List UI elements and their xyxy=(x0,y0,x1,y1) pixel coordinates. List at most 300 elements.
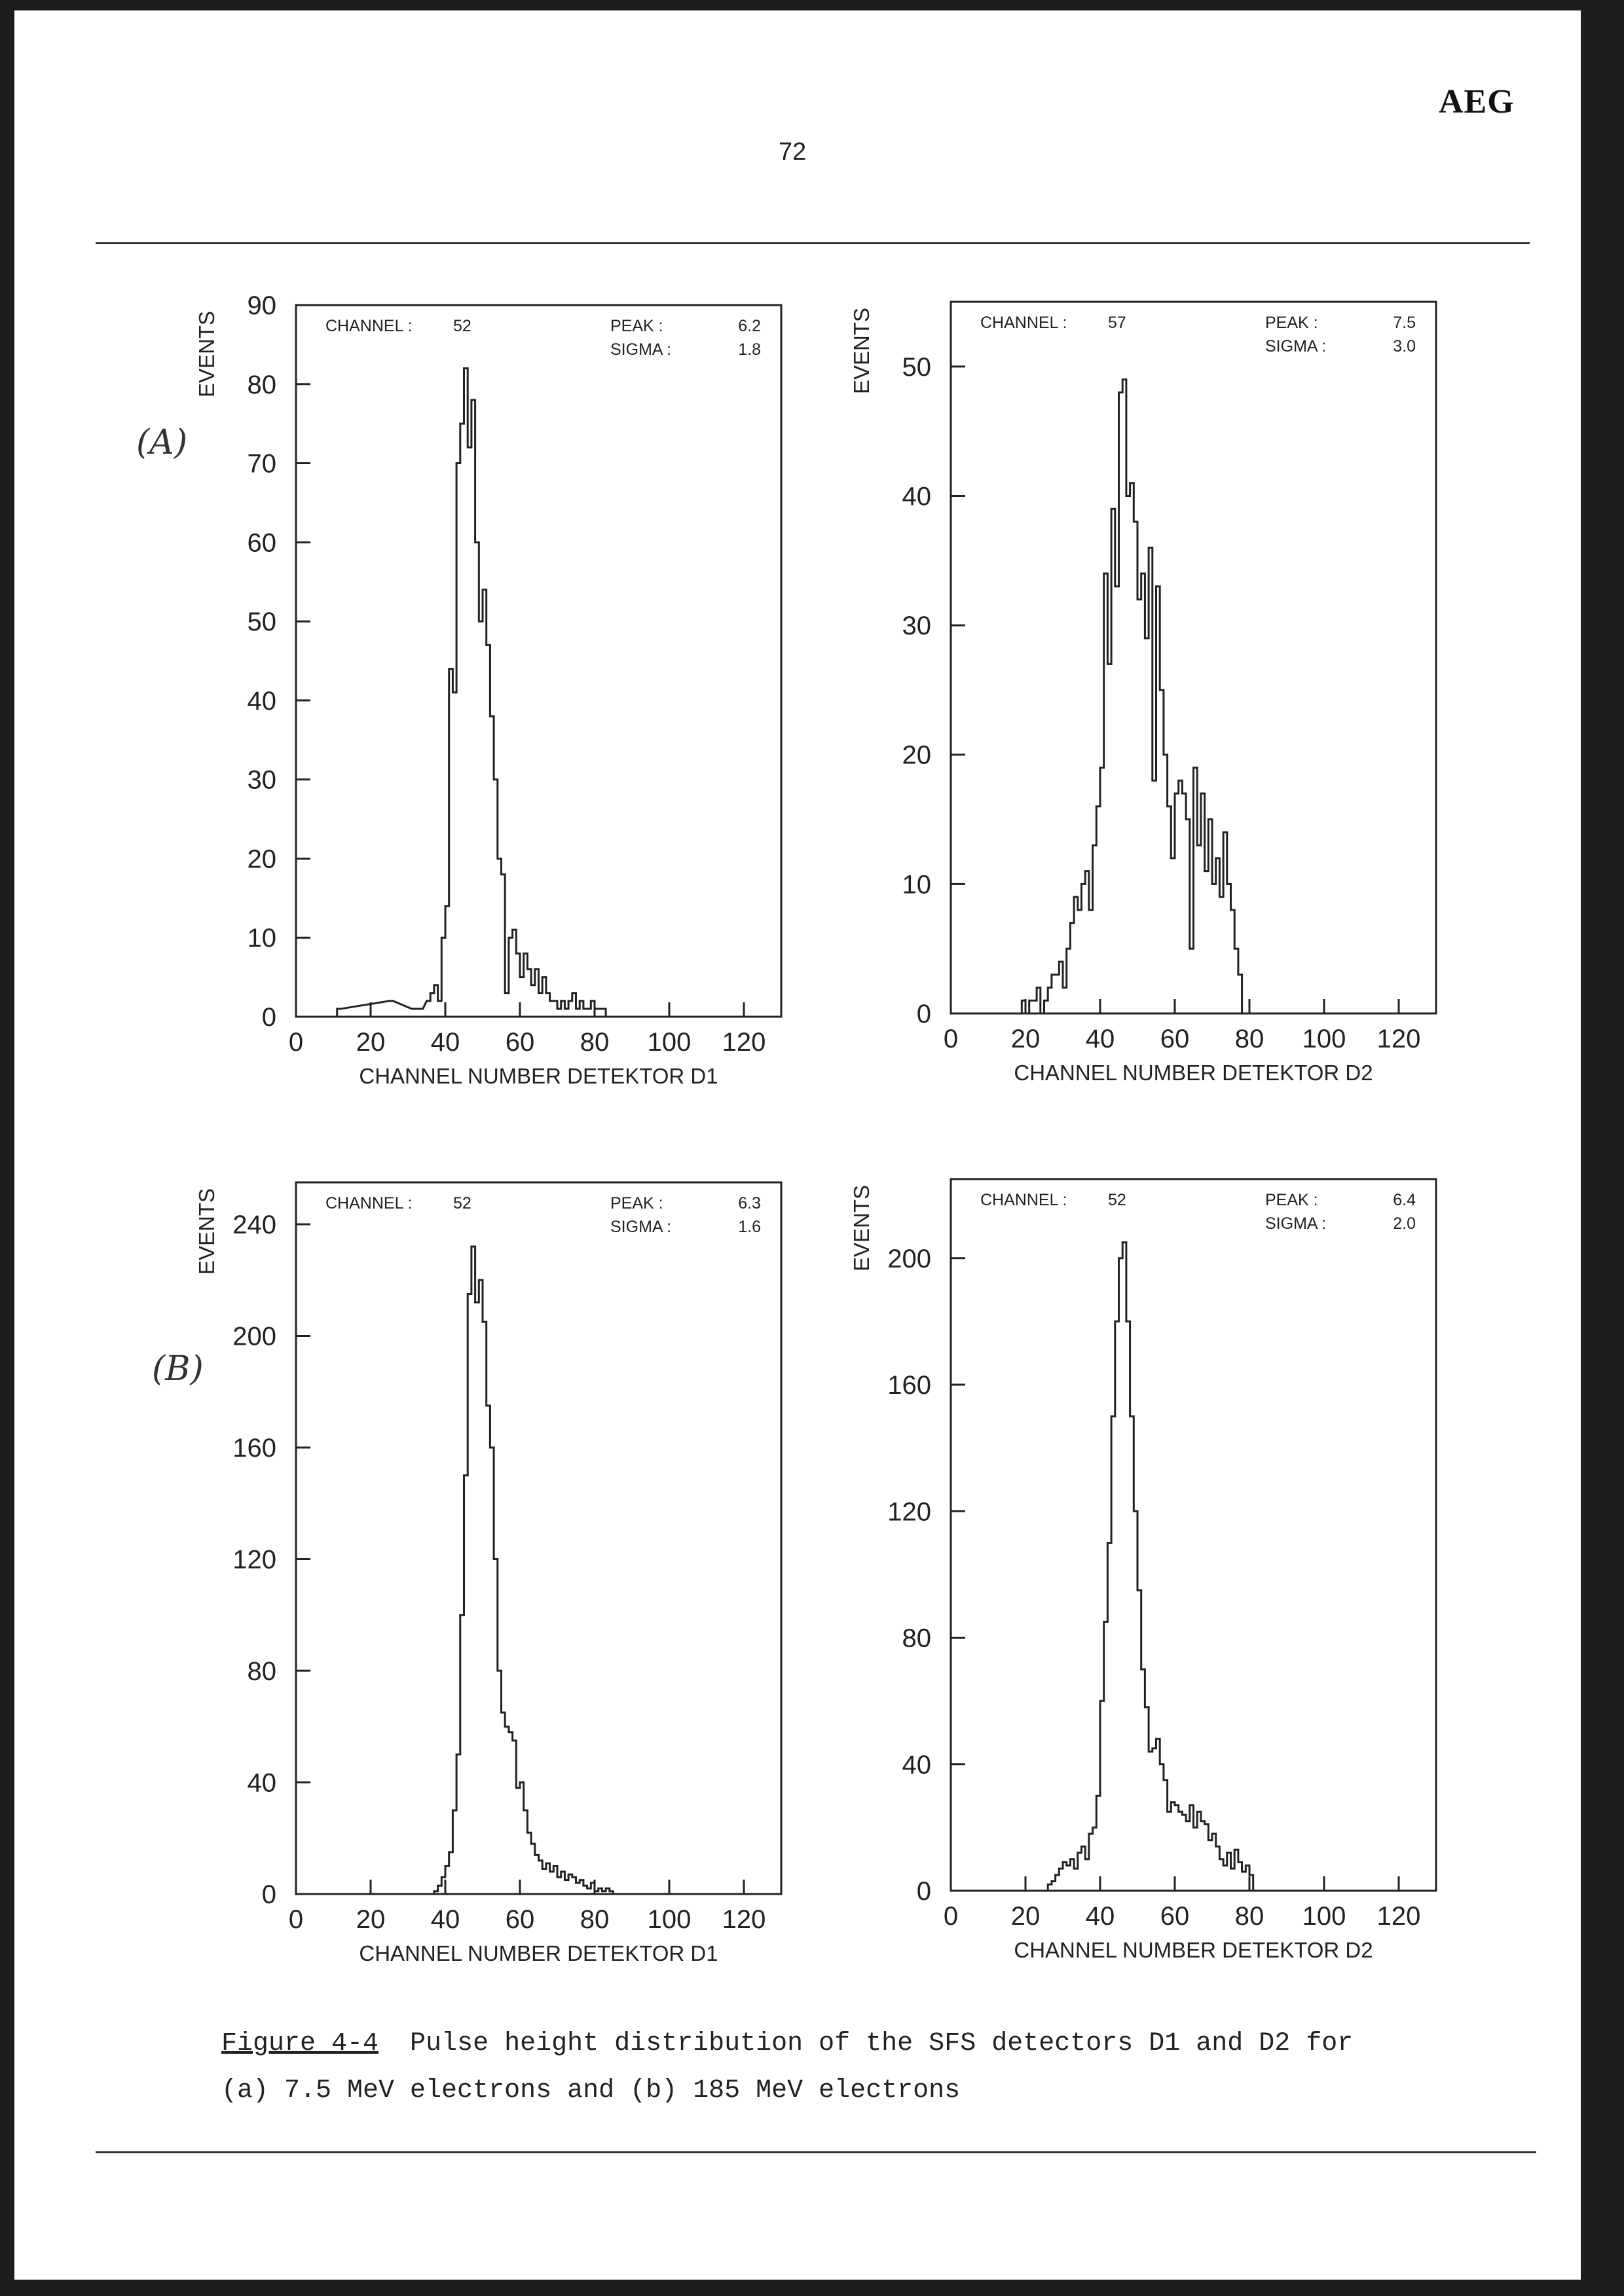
histogram-bin-a-d2 xyxy=(1223,832,1227,1013)
histogram-bin-b-d2 xyxy=(1126,1321,1130,1891)
histogram-bin-b-d2 xyxy=(1190,1806,1194,1891)
histogram-bin-a-d1 xyxy=(520,977,524,1017)
histogram-bin-b-d2 xyxy=(1205,1825,1209,1891)
histogram-bin-a-d2 xyxy=(1111,509,1115,1013)
x-tick-label-b-d1: 40 xyxy=(430,1905,460,1934)
histogram-bin-b-d1 xyxy=(505,1726,509,1894)
histogram-bin-b-d2 xyxy=(1149,1751,1153,1891)
histogram-bin-a-d2 xyxy=(1052,975,1056,1013)
y-axis-title-b-d1: EVENTS xyxy=(194,1188,219,1275)
stats-text-b-d1: 52 xyxy=(453,1194,471,1212)
histogram-bin-a-d1 xyxy=(527,970,531,1017)
histogram-bin-b-d1 xyxy=(599,1888,602,1894)
y-tick-label-b-d2: 120 xyxy=(887,1497,931,1527)
histogram-bin-a-d1 xyxy=(449,669,453,1017)
stats-text-b-d2: SIGMA : xyxy=(1265,1214,1327,1233)
histogram-bin-b-d1 xyxy=(591,1883,595,1894)
x-tick-label-a-d1: 20 xyxy=(356,1028,386,1057)
y-tick-label-a-d1: 30 xyxy=(247,765,276,795)
histogram-bin-b-d1 xyxy=(509,1732,513,1894)
histogram-bin-a-d2 xyxy=(1022,1000,1025,1013)
histogram-bin-b-d1 xyxy=(471,1247,475,1894)
histogram-bin-b-d2 xyxy=(1067,1865,1071,1891)
histogram-bin-b-d1 xyxy=(487,1406,490,1894)
histogram-bin-b-d1 xyxy=(464,1476,468,1894)
histogram-bin-b-d1 xyxy=(449,1852,453,1894)
histogram-bin-b-d2 xyxy=(1197,1812,1201,1891)
histogram-bin-a-d1 xyxy=(483,590,487,1017)
figure-label: Figure 4-4 xyxy=(221,2029,379,2058)
x-axis-title-a-d1: CHANNEL NUMBER DETEKTOR D1 xyxy=(359,1064,718,1088)
histogram-bin-a-d1 xyxy=(531,985,535,1017)
histogram-bin-a-d1 xyxy=(427,1001,431,1017)
histogram-bin-b-d1 xyxy=(460,1615,464,1894)
y-tick-label-b-d2: 160 xyxy=(887,1371,931,1400)
histogram-bin-b-d2 xyxy=(1063,1863,1067,1891)
histogram-bin-b-d1 xyxy=(520,1782,524,1894)
histogram-bin-b-d2 xyxy=(1107,1543,1111,1891)
stats-text-a-d2: SIGMA : xyxy=(1265,337,1327,355)
histogram-bin-a-d2 xyxy=(1063,987,1067,1013)
stats-text-a-d1: CHANNEL : xyxy=(325,317,413,335)
histogram-bin-a-d1 xyxy=(561,1001,565,1017)
y-axis-title-b-d2: EVENTS xyxy=(849,1184,874,1272)
x-tick-label-a-d1: 120 xyxy=(722,1028,766,1057)
histogram-bin-a-d2 xyxy=(1149,548,1153,1013)
histogram-bin-a-d2 xyxy=(1227,884,1231,1013)
histogram-bin-a-d1 xyxy=(535,970,539,1017)
histogram-bin-a-d1 xyxy=(460,424,464,1017)
histogram-bin-a-d1 xyxy=(599,1009,602,1017)
histogram-bin-a-d2 xyxy=(1168,807,1172,1013)
y-tick-label-a-d2: 10 xyxy=(902,870,931,900)
histogram-bin-b-d1 xyxy=(576,1883,580,1894)
histogram-bin-b-d1 xyxy=(479,1280,483,1894)
histogram-bin-b-d2 xyxy=(1194,1827,1198,1891)
histogram-bin-b-d2 xyxy=(1242,1872,1246,1891)
histogram-bin-a-d2 xyxy=(1216,858,1220,1013)
histogram-bin-b-d2 xyxy=(1145,1707,1149,1891)
histogram-bin-a-d1 xyxy=(464,369,468,1017)
histogram-series-b-d1 xyxy=(434,1247,617,1894)
y-tick-label-b-d1: 200 xyxy=(232,1322,276,1351)
histogram-bin-a-d1 xyxy=(576,1009,580,1017)
histogram-bin-a-d1 xyxy=(524,953,528,1017)
x-tick-label-a-d2: 100 xyxy=(1302,1025,1346,1053)
histogram-bin-a-d1 xyxy=(546,993,550,1017)
stats-text-b-d1: 1.6 xyxy=(738,1218,761,1236)
histogram-bin-b-d1 xyxy=(561,1872,565,1894)
x-tick-label-a-d1: 60 xyxy=(505,1028,535,1057)
histogram-bin-a-d1 xyxy=(441,938,445,1017)
histogram-bin-a-d2 xyxy=(1182,793,1186,1013)
histogram-bin-a-d2 xyxy=(1096,807,1100,1013)
x-tick-label-b-d1: 100 xyxy=(647,1905,692,1934)
histogram-bin-a-d1 xyxy=(475,542,479,1017)
y-tick-label-b-d1: 80 xyxy=(247,1656,276,1686)
y-tick-label-a-d1: 10 xyxy=(247,924,276,953)
histogram-bin-b-d1 xyxy=(456,1755,460,1894)
histogram-bin-a-d2 xyxy=(1082,884,1086,1013)
aeg-logo: AEG xyxy=(1439,83,1515,120)
histogram-bin-a-d1 xyxy=(452,693,456,1017)
histogram-bin-a-d1 xyxy=(550,1001,554,1017)
histogram-bin-b-d1 xyxy=(580,1880,583,1894)
histogram-bin-a-d2 xyxy=(1074,897,1078,1013)
histogram-bin-b-d2 xyxy=(1201,1821,1205,1891)
histogram-bin-b-d2 xyxy=(1134,1511,1137,1891)
histogram-bin-a-d1 xyxy=(479,621,483,1017)
stats-text-b-d1: 6.3 xyxy=(738,1194,761,1212)
histogram-bin-b-d2 xyxy=(1153,1749,1156,1891)
y-tick-label-b-d1: 120 xyxy=(232,1545,276,1575)
stats-text-a-d1: SIGMA : xyxy=(610,340,672,359)
histogram-bin-a-d2 xyxy=(1160,690,1164,1013)
histogram-bin-b-d2 xyxy=(1212,1834,1216,1891)
x-tick-label-a-d2: 40 xyxy=(1085,1025,1115,1053)
histogram-bin-b-d2 xyxy=(1137,1590,1141,1891)
histogram-bin-a-d1 xyxy=(572,993,576,1017)
histogram-bin-b-d2 xyxy=(1227,1853,1231,1891)
histogram-bin-b-d1 xyxy=(550,1872,554,1894)
histogram-bin-b-d2 xyxy=(1234,1850,1238,1891)
histogram-bin-b-d1 xyxy=(602,1891,606,1894)
histogram-bin-a-d2 xyxy=(1231,910,1235,1013)
histogram-bin-b-d2 xyxy=(1048,1884,1052,1891)
histogram-series-b-d2 xyxy=(1048,1243,1257,1891)
histogram-bin-b-d2 xyxy=(1186,1821,1190,1891)
x-tick-label-a-d1: 100 xyxy=(647,1028,692,1057)
histogram-bin-a-d2 xyxy=(1190,949,1194,1013)
histogram-bin-b-d2 xyxy=(1100,1701,1104,1891)
figure-caption xyxy=(221,2020,1353,2115)
histogram-bin-b-d2 xyxy=(1085,1859,1089,1891)
histogram-bin-a-d1 xyxy=(564,1009,568,1017)
histogram-bin-a-d2 xyxy=(1186,820,1190,1013)
stats-text-a-d2: CHANNEL : xyxy=(980,314,1067,332)
histogram-bin-a-d2 xyxy=(1056,975,1060,1013)
histogram-bin-b-d1 xyxy=(445,1866,449,1894)
histogram-bin-b-d2 xyxy=(1171,1802,1175,1891)
y-axis-title-a-d2: EVENTS xyxy=(849,307,874,395)
histogram-bin-b-d1 xyxy=(557,1877,561,1894)
x-tick-label-b-d1: 60 xyxy=(505,1905,535,1934)
x-tick-label-a-d1: 80 xyxy=(580,1028,610,1057)
histogram-bin-b-d2 xyxy=(1115,1321,1119,1891)
x-tick-label-a-d1: 0 xyxy=(288,1028,304,1057)
histogram-bin-a-d2 xyxy=(1156,587,1160,1013)
x-tick-label-a-d2: 120 xyxy=(1376,1025,1421,1053)
histogram-bin-a-d1 xyxy=(438,1001,442,1017)
histogram-bin-b-d2 xyxy=(1104,1622,1108,1891)
histogram-bin-a-d2 xyxy=(1201,793,1205,1013)
histogram-bin-a-d1 xyxy=(502,875,506,1017)
histogram-bin-b-d2 xyxy=(1093,1827,1097,1891)
x-tick-label-a-d2: 0 xyxy=(943,1025,959,1053)
histogram-bin-a-d1 xyxy=(434,985,438,1017)
histogram-bin-a-d2 xyxy=(1205,871,1209,1013)
stats-text-b-d2: PEAK : xyxy=(1265,1191,1318,1209)
histogram-bin-b-d1 xyxy=(502,1713,506,1894)
histogram-bin-a-d2 xyxy=(1122,380,1126,1013)
histogram-bin-b-d1 xyxy=(572,1877,576,1894)
histogram-bin-b-d1 xyxy=(606,1888,610,1894)
histogram-bin-b-d1 xyxy=(483,1322,487,1894)
histogram-bin-a-d2 xyxy=(1078,910,1082,1013)
histogram-bin-b-d1 xyxy=(568,1874,572,1894)
histogram-bin-a-d1 xyxy=(494,780,498,1017)
histogram-bin-a-d2 xyxy=(1164,755,1168,1013)
histogram-bin-a-d1 xyxy=(602,1009,606,1017)
histogram-bin-b-d2 xyxy=(1168,1812,1172,1891)
stats-text-a-d2: 7.5 xyxy=(1393,314,1416,332)
x-tick-label-a-d2: 80 xyxy=(1234,1025,1264,1053)
histogram-bin-a-d1 xyxy=(468,447,471,1017)
histogram-bin-b-d1 xyxy=(516,1788,520,1894)
histogram-bin-a-d1 xyxy=(456,464,460,1017)
plot-frame-a-d2 xyxy=(951,302,1436,1013)
histogram-bin-b-d2 xyxy=(1164,1780,1168,1891)
x-tick-label-b-d2: 80 xyxy=(1234,1902,1264,1931)
x-axis-title-b-d2: CHANNEL NUMBER DETEKTOR D2 xyxy=(1014,1938,1373,1962)
histogram-bin-a-d2 xyxy=(1134,522,1137,1013)
histogram-bin-a-d2 xyxy=(1171,858,1175,1013)
histogram-bin-a-d1 xyxy=(595,1009,599,1017)
x-tick-label-b-d2: 100 xyxy=(1302,1902,1346,1931)
x-tick-label-b-d1: 0 xyxy=(288,1905,304,1934)
histogram-series-a-d1 xyxy=(337,369,610,1017)
stats-text-b-d2: 2.0 xyxy=(1393,1214,1416,1233)
histogram-bin-b-d2 xyxy=(1070,1859,1074,1891)
histogram-bin-b-d2 xyxy=(1056,1875,1060,1891)
y-tick-label-a-d1: 90 xyxy=(247,291,276,320)
histogram-bin-a-d2 xyxy=(1238,975,1242,1013)
histogram-series-a-d2 xyxy=(1022,380,1264,1013)
histogram-bin-b-d2 xyxy=(1059,1868,1063,1891)
histogram-bin-a-d2 xyxy=(1093,845,1097,1013)
histogram-bin-a-d1 xyxy=(568,1001,572,1017)
histogram-bin-a-d2 xyxy=(1219,897,1223,1013)
histogram-bin-a-d1 xyxy=(505,993,509,1017)
stats-text-a-d1: PEAK : xyxy=(610,317,663,335)
histogram-bin-a-d2 xyxy=(1208,820,1212,1013)
histogram-bin-b-d2 xyxy=(1089,1834,1093,1891)
y-tick-label-a-d1: 80 xyxy=(247,370,276,399)
histogram-bin-b-d2 xyxy=(1096,1796,1100,1891)
y-tick-label-a-d1: 50 xyxy=(247,608,276,637)
histogram-bin-a-d1 xyxy=(516,953,520,1017)
histogram-bin-a-d2 xyxy=(1145,638,1149,1013)
histogram-bin-a-d1 xyxy=(390,1001,394,1017)
histogram-bin-b-d1 xyxy=(524,1810,528,1894)
histogram-bin-b-d1 xyxy=(468,1294,471,1894)
histogram-bin-b-d1 xyxy=(475,1302,479,1894)
caption-line-2: (a) 7.5 MeV electrons and (b) 185 MeV electrons xyxy=(221,2076,961,2105)
y-tick-label-a-d2: 30 xyxy=(902,611,931,641)
histogram-bin-b-d2 xyxy=(1074,1868,1078,1891)
plot-frame-a-d1 xyxy=(296,305,781,1017)
histogram-bin-a-d2 xyxy=(1126,496,1130,1013)
y-tick-label-b-d2: 80 xyxy=(902,1624,931,1653)
histogram-bin-b-d2 xyxy=(1175,1806,1179,1891)
histogram-bin-b-d1 xyxy=(498,1671,502,1894)
row-label-b: (B) xyxy=(152,1349,204,1389)
stats-text-a-d2: 3.0 xyxy=(1393,337,1416,355)
histogram-bin-a-d2 xyxy=(1153,780,1156,1013)
x-tick-label-a-d1: 40 xyxy=(430,1028,460,1057)
y-tick-label-a-d2: 50 xyxy=(902,352,931,382)
histogram-bin-b-d2 xyxy=(1111,1416,1115,1891)
histogram-bin-b-d1 xyxy=(527,1832,531,1894)
x-tick-label-b-d2: 120 xyxy=(1376,1902,1421,1931)
histogram-a-d1 xyxy=(14,10,1581,2280)
top-rule xyxy=(96,242,1530,244)
stats-text-b-d2: 52 xyxy=(1108,1191,1126,1209)
y-tick-label-a-d1: 20 xyxy=(247,845,276,874)
histogram-bin-b-d2 xyxy=(1246,1865,1249,1891)
histogram-bin-b-d2 xyxy=(1219,1859,1223,1891)
y-tick-label-a-d1: 40 xyxy=(247,686,276,716)
histogram-bin-a-d2 xyxy=(1119,392,1123,1013)
y-tick-label-a-d2: 40 xyxy=(902,482,931,511)
histogram-bin-b-d1 xyxy=(564,1880,568,1894)
histogram-bin-b-d2 xyxy=(1238,1863,1242,1891)
histogram-bin-a-d1 xyxy=(430,993,434,1017)
stats-text-a-d2: PEAK : xyxy=(1265,314,1318,332)
y-tick-label-a-d1: 0 xyxy=(261,1003,276,1032)
histogram-bin-a-d2 xyxy=(1175,793,1179,1013)
histogram-bin-a-d2 xyxy=(1104,574,1108,1013)
histogram-bin-b-d1 xyxy=(513,1741,517,1894)
histogram-bin-a-d1 xyxy=(542,977,546,1017)
stats-text-b-d2: CHANNEL : xyxy=(980,1191,1067,1209)
y-tick-label-b-d2: 0 xyxy=(916,1877,931,1906)
stats-text-a-d2: 57 xyxy=(1108,314,1126,332)
y-tick-label-a-d1: 60 xyxy=(247,528,276,558)
histogram-bin-a-d2 xyxy=(1033,1000,1037,1013)
histogram-bin-a-d2 xyxy=(1067,949,1071,1013)
page-number: 72 xyxy=(779,138,807,166)
histogram-bin-a-d1 xyxy=(591,1001,595,1017)
x-tick-label-b-d2: 40 xyxy=(1085,1902,1115,1931)
histogram-bin-a-d1 xyxy=(471,400,475,1017)
histogram-bin-a-d1 xyxy=(513,930,517,1017)
stats-text-a-d1: 52 xyxy=(453,317,471,335)
histogram-bin-b-d1 xyxy=(438,1886,442,1894)
stats-text-b-d1: CHANNEL : xyxy=(325,1194,413,1212)
histogram-bin-a-d1 xyxy=(490,716,494,1017)
histogram-bin-a-d2 xyxy=(1137,600,1141,1013)
histogram-bin-a-d2 xyxy=(1085,871,1089,1013)
histogram-bin-b-d1 xyxy=(434,1891,438,1894)
histogram-bin-a-d2 xyxy=(1115,587,1119,1013)
x-tick-label-b-d1: 120 xyxy=(722,1905,766,1934)
histogram-bin-b-d1 xyxy=(610,1891,614,1894)
histogram-bin-b-d2 xyxy=(1078,1853,1082,1891)
histogram-bin-b-d1 xyxy=(452,1810,456,1894)
y-tick-label-b-d1: 240 xyxy=(232,1210,276,1239)
histogram-bin-a-d1 xyxy=(557,1009,561,1017)
x-tick-label-b-d1: 20 xyxy=(356,1905,386,1934)
x-tick-label-b-d1: 80 xyxy=(580,1905,610,1934)
y-tick-label-a-d2: 0 xyxy=(916,1000,931,1029)
histogram-bin-a-d1 xyxy=(580,1001,583,1017)
histogram-bin-a-d2 xyxy=(1029,1000,1033,1013)
histogram-bin-b-d2 xyxy=(1156,1739,1160,1891)
histogram-bin-b-d2 xyxy=(1216,1846,1220,1891)
histogram-bin-a-d2 xyxy=(1037,987,1041,1013)
histogram-bin-b-d2 xyxy=(1160,1764,1164,1891)
histogram-bin-b-d1 xyxy=(553,1866,557,1894)
x-tick-label-b-d2: 60 xyxy=(1160,1902,1190,1931)
histogram-bin-b-d2 xyxy=(1082,1846,1086,1891)
histogram-bin-b-d2 xyxy=(1141,1669,1145,1891)
x-tick-label-b-d2: 0 xyxy=(943,1902,959,1931)
stats-text-b-d2: 6.4 xyxy=(1393,1191,1416,1209)
histogram-bin-b-d2 xyxy=(1249,1875,1253,1891)
histogram-bin-a-d2 xyxy=(1130,483,1134,1013)
x-tick-label-a-d2: 60 xyxy=(1160,1025,1190,1053)
caption-line-1: Pulse height distribution of the SFS detectors D1 and D2 for xyxy=(378,2029,1354,2058)
histogram-bin-a-d1 xyxy=(587,1009,591,1017)
y-tick-label-a-d1: 70 xyxy=(247,449,276,479)
row-label-a: (A) xyxy=(136,423,188,462)
histogram-bin-a-d2 xyxy=(1234,949,1238,1013)
histogram-bin-a-d1 xyxy=(498,858,502,1017)
histogram-bin-a-d1 xyxy=(553,1001,557,1017)
histogram-bin-a-d2 xyxy=(1212,884,1216,1013)
y-tick-label-b-d1: 40 xyxy=(247,1768,276,1798)
histogram-bin-a-d2 xyxy=(1048,987,1052,1013)
histogram-bin-b-d2 xyxy=(1130,1416,1134,1891)
histogram-bin-b-d1 xyxy=(546,1863,550,1894)
histogram-bin-b-d1 xyxy=(583,1886,587,1894)
histogram-bin-a-d2 xyxy=(1089,910,1093,1013)
x-axis-title-a-d2: CHANNEL NUMBER DETEKTOR D2 xyxy=(1014,1061,1373,1085)
histogram-bin-a-d2 xyxy=(1141,574,1145,1013)
histogram-bin-a-d2 xyxy=(1059,962,1063,1013)
plot-frame-b-d2 xyxy=(951,1179,1436,1891)
histogram-bin-a-d2 xyxy=(1179,780,1183,1013)
histogram-bin-a-d1 xyxy=(337,1009,341,1017)
histogram-bin-a-d2 xyxy=(1100,767,1104,1013)
histogram-bin-b-d2 xyxy=(1119,1258,1123,1891)
histogram-bin-a-d2 xyxy=(1044,1000,1048,1013)
x-tick-label-b-d2: 20 xyxy=(1010,1902,1041,1931)
histogram-bin-b-d1 xyxy=(542,1869,546,1894)
stats-text-a-d1: 1.8 xyxy=(738,340,761,359)
histogram-bin-b-d2 xyxy=(1179,1812,1183,1891)
histogram-bin-a-d2 xyxy=(1197,845,1201,1013)
histogram-bin-b-d2 xyxy=(1122,1243,1126,1891)
stats-text-b-d1: SIGMA : xyxy=(610,1218,672,1236)
histogram-bin-b-d1 xyxy=(490,1448,494,1894)
histogram-bin-b-d2 xyxy=(1182,1815,1186,1891)
histogram-bin-b-d1 xyxy=(587,1888,591,1894)
y-tick-label-b-d2: 40 xyxy=(902,1750,931,1779)
histogram-bin-a-d1 xyxy=(583,1009,587,1017)
histogram-bin-b-d2 xyxy=(1052,1882,1056,1891)
histogram-bin-a-d1 xyxy=(419,1009,423,1017)
y-tick-label-b-d1: 160 xyxy=(232,1433,276,1463)
histogram-bin-b-d1 xyxy=(494,1559,498,1894)
histogram-bin-a-d1 xyxy=(539,993,543,1017)
bottom-rule xyxy=(96,2151,1536,2153)
y-tick-label-b-d2: 200 xyxy=(887,1244,931,1273)
stats-text-a-d1: 6.2 xyxy=(738,317,761,335)
histogram-bin-b-d1 xyxy=(539,1861,543,1894)
histogram-bin-a-d1 xyxy=(412,1009,416,1017)
